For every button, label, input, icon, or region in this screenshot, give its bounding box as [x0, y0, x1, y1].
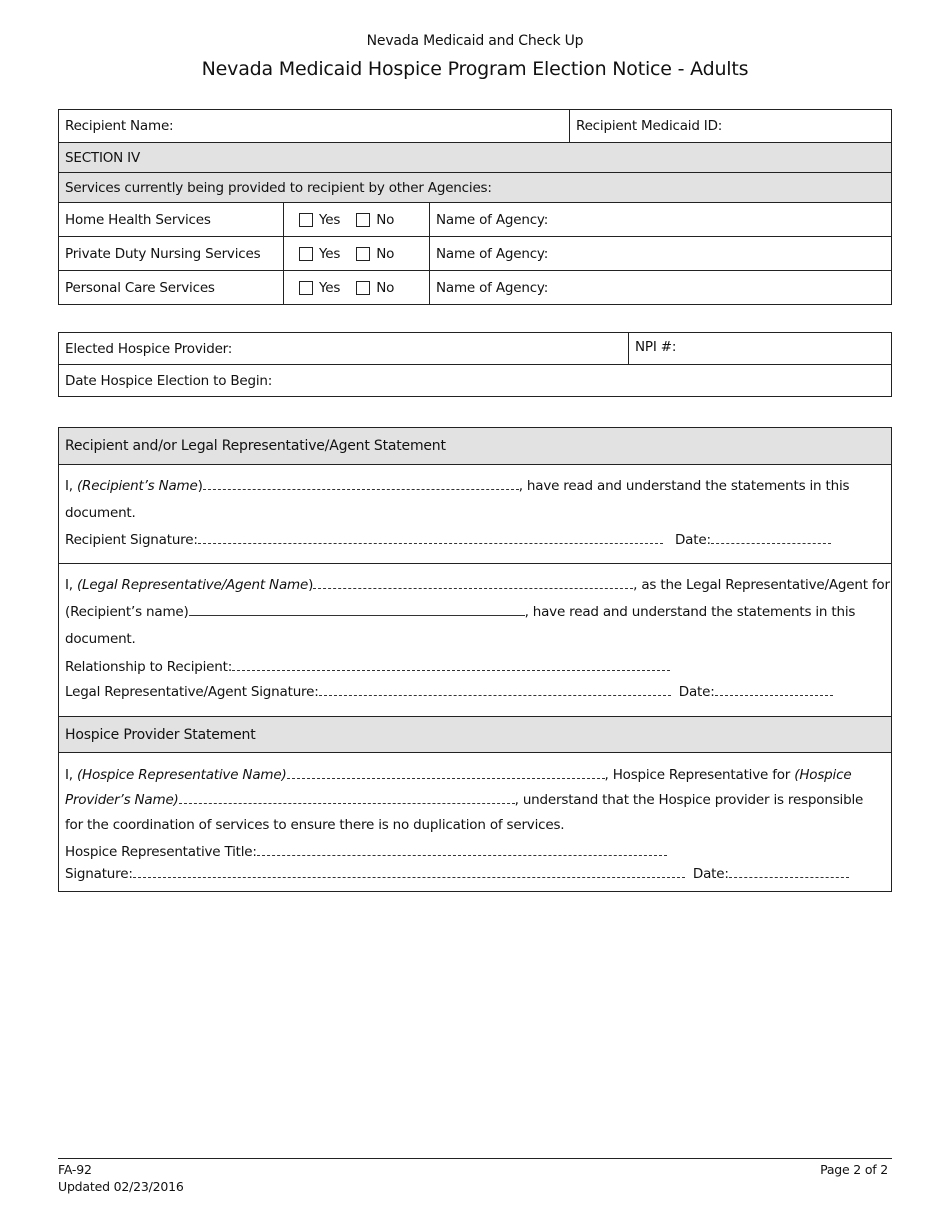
text: I, — [65, 478, 77, 494]
no-checkbox[interactable] — [356, 246, 394, 262]
recipient-id-field[interactable] — [569, 110, 891, 142]
legal-representative-statement — [59, 564, 891, 717]
services-heading: Services currently being provided to recipient by other Agencies: — [65, 179, 492, 196]
form-subtitle: Nevada Medicaid and Check Up — [366, 33, 584, 49]
hospice-rep-name-blank[interactable] — [287, 769, 605, 779]
hospice-rep-title-label: Hospice Representative Title: — [65, 844, 257, 860]
recipient-signature-label: Recipient Signature: — [65, 532, 198, 548]
provider-table — [58, 332, 892, 397]
section-iv-table — [58, 109, 892, 305]
section-heading: SECTION IV — [65, 149, 140, 166]
yes-checkbox[interactable] — [299, 246, 340, 262]
agency-label: Name of Agency: — [436, 211, 549, 228]
service-row — [59, 203, 891, 237]
footer — [58, 1158, 892, 1195]
hospice-rep-title-blank[interactable] — [257, 846, 667, 856]
recipient-signature-blank[interactable] — [198, 534, 663, 544]
yes-label: Yes — [319, 211, 341, 228]
elected-provider-field[interactable] — [59, 333, 628, 364]
service-label: Private Duty Nursing Services — [65, 245, 261, 262]
representative-signature-blank[interactable] — [319, 686, 671, 696]
text: , Hospice Representative for — [604, 767, 795, 783]
text: , as the Legal Representative/Agent for (Recipient’s name) — [65, 577, 890, 620]
agency-name-field[interactable] — [429, 203, 891, 236]
yes-checkbox[interactable] — [299, 280, 340, 296]
form-number: FA-92 — [58, 1162, 92, 1177]
hospice-provider-name-blank[interactable] — [179, 794, 515, 804]
text: , understand that the Hospice provider is responsible for the coordination of services to ensure there is no duplication of services. — [65, 792, 864, 833]
recipient-name-blank[interactable] — [203, 480, 519, 490]
agency-label: Name of Agency: — [436, 245, 549, 262]
representative-name-blank[interactable] — [313, 579, 633, 589]
text: , have read and understand the statements in this document. — [65, 604, 856, 647]
elected-provider-label: Elected Hospice Provider: — [65, 340, 233, 357]
election-date-label: Date Hospice Election to Begin: — [65, 372, 273, 389]
updated-date: Updated 02/23/2016 — [58, 1179, 184, 1194]
npi-field[interactable] — [628, 333, 891, 364]
hospice-statement-heading: Hospice Provider Statement — [65, 726, 256, 743]
no-checkbox[interactable] — [356, 280, 394, 296]
text: (Legal Representative/Agent Name — [76, 577, 309, 593]
recipient-name-blank[interactable] — [189, 604, 525, 616]
recipient-name-field[interactable] — [59, 110, 569, 142]
text: I, — [65, 767, 77, 783]
date-label: Date: — [692, 866, 729, 882]
text: (Hospice Representative Name) — [76, 767, 287, 783]
service-label: Personal Care Services — [65, 279, 215, 296]
date-label: Date: — [678, 684, 715, 700]
form-title: Nevada Medicaid Hospice Program Election Notice - Adults — [201, 58, 749, 80]
date-blank[interactable] — [715, 686, 833, 696]
service-row — [59, 237, 891, 271]
representative-signature-label: Legal Representative/Agent Signature: — [65, 684, 319, 700]
no-label: No — [376, 211, 395, 228]
text: ) — [308, 577, 314, 593]
agency-name-field[interactable] — [429, 271, 891, 304]
page-number: Page 2 of 2 — [820, 1162, 888, 1177]
statements-table — [58, 427, 892, 892]
yes-label: Yes — [319, 279, 341, 296]
recipient-statement — [59, 465, 891, 564]
date-label: Date: — [674, 532, 711, 548]
text: , have read and understand the statements in this document. — [65, 478, 850, 521]
signature-label: Signature: — [65, 866, 133, 882]
relationship-blank[interactable] — [232, 661, 670, 671]
yes-label: Yes — [319, 245, 341, 262]
service-label: Home Health Services — [65, 211, 211, 228]
agency-name-field[interactable] — [429, 237, 891, 270]
no-label: No — [376, 279, 395, 296]
no-checkbox[interactable] — [356, 212, 394, 228]
text: ) — [197, 478, 203, 494]
election-date-field[interactable] — [59, 365, 272, 396]
date-blank[interactable] — [711, 534, 831, 544]
text: (Hospice Provider’s Name) — [65, 767, 852, 808]
date-blank[interactable] — [729, 868, 849, 878]
npi-label: NPI #: — [635, 339, 677, 355]
no-label: No — [376, 245, 395, 262]
text: I, — [65, 577, 77, 593]
agency-label: Name of Agency: — [436, 279, 549, 296]
hospice-statement — [59, 753, 891, 891]
signature-blank[interactable] — [133, 868, 685, 878]
recipient-id-label: Recipient Medicaid ID: — [576, 118, 723, 134]
recipient-name-label: Recipient Name: — [65, 118, 174, 134]
text: (Recipient’s Name — [76, 478, 198, 494]
recipient-statement-heading: Recipient and/or Legal Representative/Agent Statement — [65, 438, 446, 454]
service-row — [59, 271, 891, 304]
yes-checkbox[interactable] — [299, 212, 340, 228]
relationship-label: Relationship to Recipient: — [65, 659, 233, 675]
